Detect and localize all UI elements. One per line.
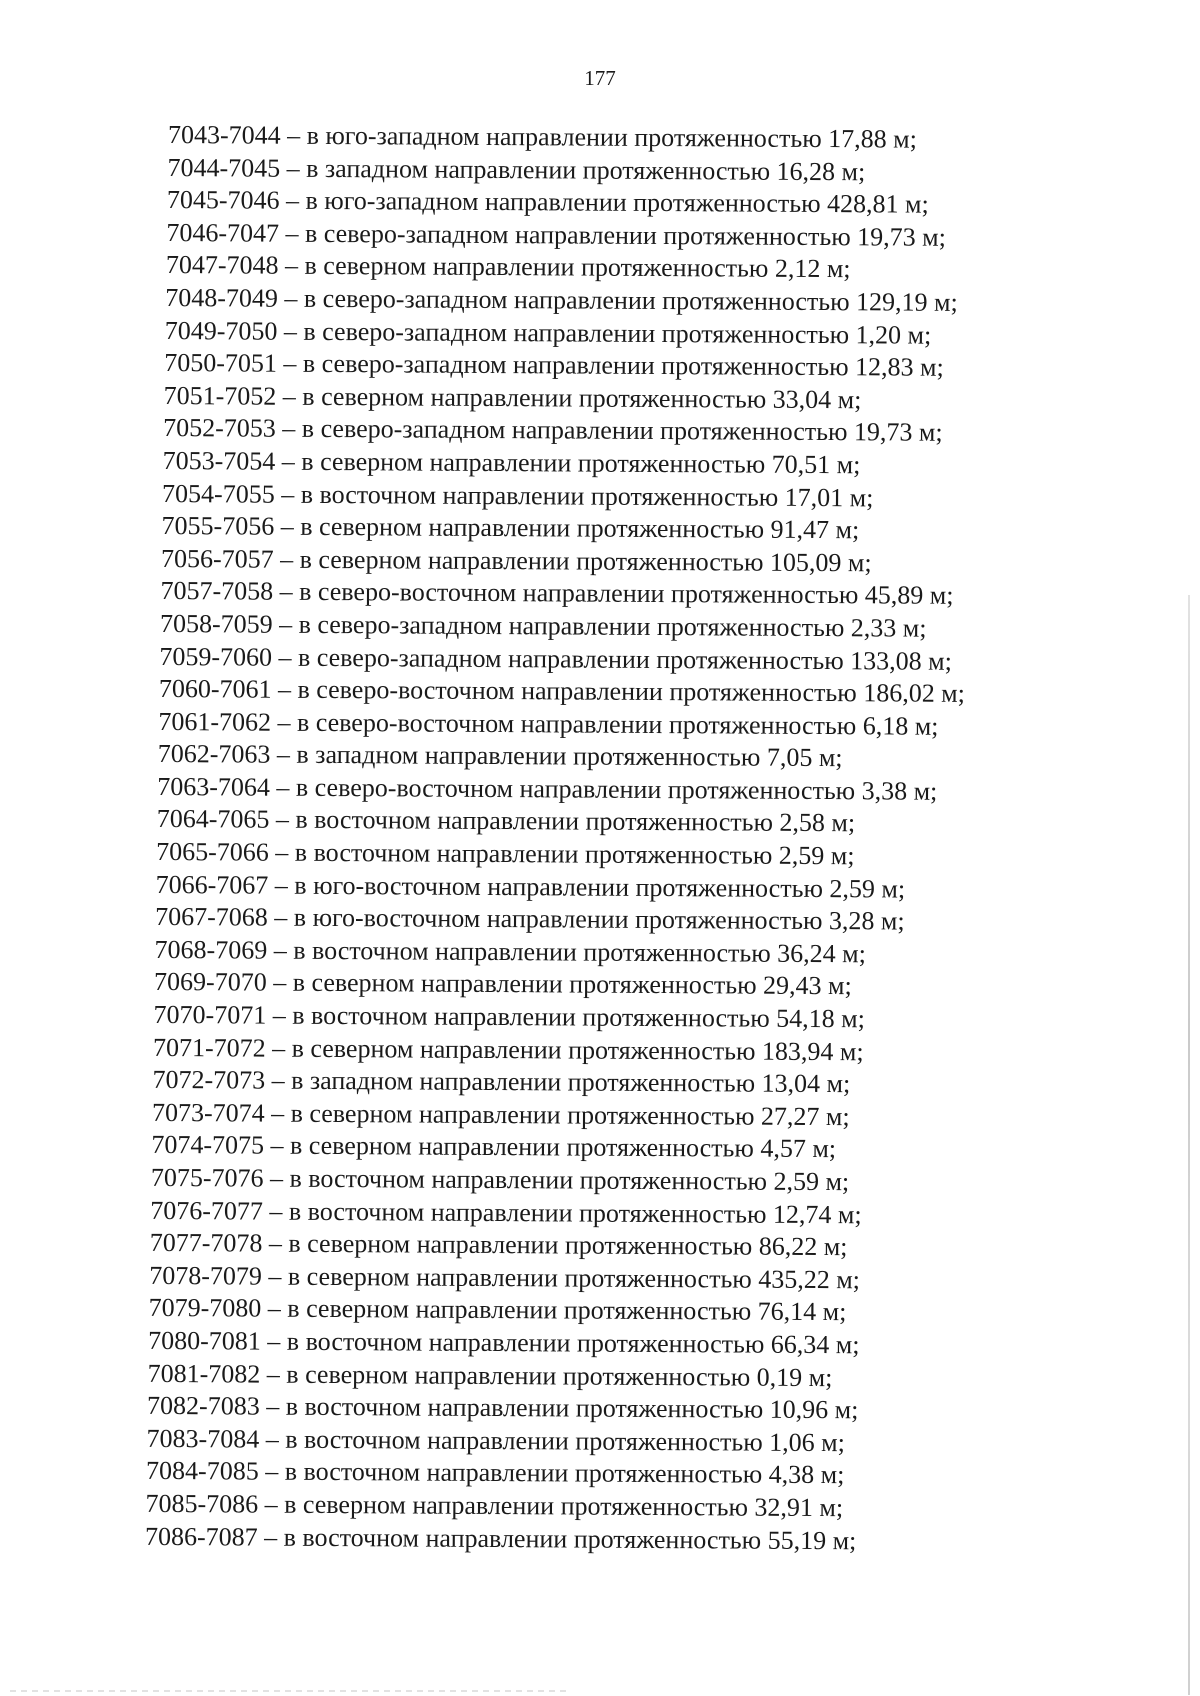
segment-line: 7049-7050 – в северо-западном направлении протяженностью 1,20 м; — [164, 315, 932, 350]
segment-line: 7060-7061 – в северо-восточном направлении протяженностью 186,02 м; — [158, 674, 966, 708]
segment-line: 7085-7086 – в северном направлении протяженностью 32,91 м; — [145, 1488, 844, 1523]
segment-line: 7081-7082 – в северном направлении протяженностью 0,19 м; — [147, 1358, 833, 1392]
segment-line: 7074-7075 – в северном направлении протяженностью 4,57 м; — [151, 1130, 837, 1164]
segment-line: 7056-7057 – в северном направлении протяженностью 105,09 м; — [160, 543, 872, 578]
segment-line: 7079-7080 – в северном направлении протяженностью 76,14 м; — [148, 1293, 847, 1327]
segment-line: 7053-7054 – в северном направлении протяженностью 70,51 м; — [162, 445, 861, 480]
segment-line: 7046-7047 – в северо-западном направлении протяженностью 19,73 м; — [166, 217, 946, 252]
segment-line: 7065-7066 – в восточном направлении протяженностью 2,59 м; — [156, 837, 855, 871]
segment-line: 7063-7064 – в северо-восточном направлении протяженностью 3,38 м; — [157, 771, 938, 806]
segment-line: 7070-7071 – в восточном направлении протяженностью 54,18 м; — [153, 999, 865, 1034]
segment-line: 7048-7049 – в северо-западном направлении протяженностью 129,19 м; — [165, 282, 958, 317]
segment-line: 7050-7051 – в северо-западном направлении протяженностью 12,83 м; — [164, 348, 944, 382]
segment-line: 7075-7076 – в восточном направлении протяженностью 2,59 м; — [150, 1162, 850, 1197]
segment-line: 7066-7067 – в юго-восточном направлении протяженностью 2,59 м; — [155, 869, 906, 904]
segment-line: 7086-7087 – в восточном направлении протяженностью 55,19 м; — [144, 1521, 857, 1555]
segment-line: 7078-7079 – в северном направлении протяженностью 435,22 м; — [149, 1260, 861, 1295]
scan-edge-artifact — [1188, 595, 1190, 1695]
segment-line: 7080-7081 – в восточном направлении протяженностью 66,34 м; — [148, 1325, 860, 1360]
segment-line: 7054-7055 – в восточном направлении протяженностью 17,01 м; — [162, 478, 874, 512]
segment-line: 7073-7074 – в северном направлении протяженностью 27,27 м; — [151, 1097, 850, 1132]
segment-line: 7055-7056 – в северном направлении протяженностью 91,47 м; — [161, 511, 860, 545]
segment-line: 7059-7060 – в северо-западном направлении протяженностью 133,08 м; — [159, 641, 952, 676]
segment-line: 7047-7048 – в северном направлении протяженностью 2,12 м; — [165, 250, 851, 284]
segment-line: 7043-7044 – в юго-западном направлении протяженностью 17,88 м; — [167, 120, 917, 154]
segment-line: 7044-7045 – в западном направлении протяженностью 16,28 м; — [167, 152, 866, 186]
segment-line: 7052-7053 – в северо-западном направлении протяженностью 19,73 м; — [163, 413, 943, 448]
segment-line: 7082-7083 – в восточном направлении протяженностью 10,96 м; — [147, 1391, 859, 1425]
scan-bottom-artifact — [10, 1690, 570, 1692]
segment-line: 7061-7062 – в северо-восточном направлении протяженностью 6,18 м; — [158, 706, 939, 741]
segment-line: 7068-7069 – в восточном направлении протяженностью 36,24 м; — [154, 934, 866, 969]
segment-line: 7084-7085 – в восточном направлении протяженностью 4,38 м; — [146, 1456, 845, 1490]
segment-line: 7072-7073 – в западном направлении протяженностью 13,04 м; — [152, 1065, 851, 1099]
page-number: 177 — [584, 66, 616, 90]
segment-line: 7062-7063 – в западном направлении протяженностью 7,05 м; — [157, 739, 843, 773]
segment-line: 7057-7058 – в северо-восточном направлении протяженностью 45,89 м; — [160, 576, 954, 611]
segment-line: 7045-7046 – в юго-западном направлении протяженностью 428,81 м; — [166, 185, 929, 219]
segment-line: 7077-7078 – в северном направлении протяженностью 86,22 м; — [149, 1228, 848, 1262]
segment-line: 7069-7070 – в северном направлении протяженностью 29,43 м; — [154, 967, 852, 1001]
boundary-segment-list — [0, 118, 1200, 1555]
segment-line: 7051-7052 – в северном направлении протяженностью 33,04 м; — [163, 380, 862, 415]
segment-line: 7067-7068 – в юго-восточном направлении протяженностью 3,28 м; — [155, 902, 905, 936]
segment-line: 7071-7072 – в северном направлении протяженностью 183,94 м; — [152, 1032, 864, 1066]
segment-line: 7076-7077 – в восточном направлении протяженностью 12,74 м; — [150, 1195, 862, 1229]
segment-line: 7064-7065 – в восточном направлении протяженностью 2,58 м; — [156, 804, 856, 838]
segment-line: 7083-7084 – в восточном направлении протяженностью 1,06 м; — [146, 1423, 845, 1457]
segment-line: 7058-7059 – в северо-западном направлении протяженностью 2,33 м; — [159, 608, 927, 643]
